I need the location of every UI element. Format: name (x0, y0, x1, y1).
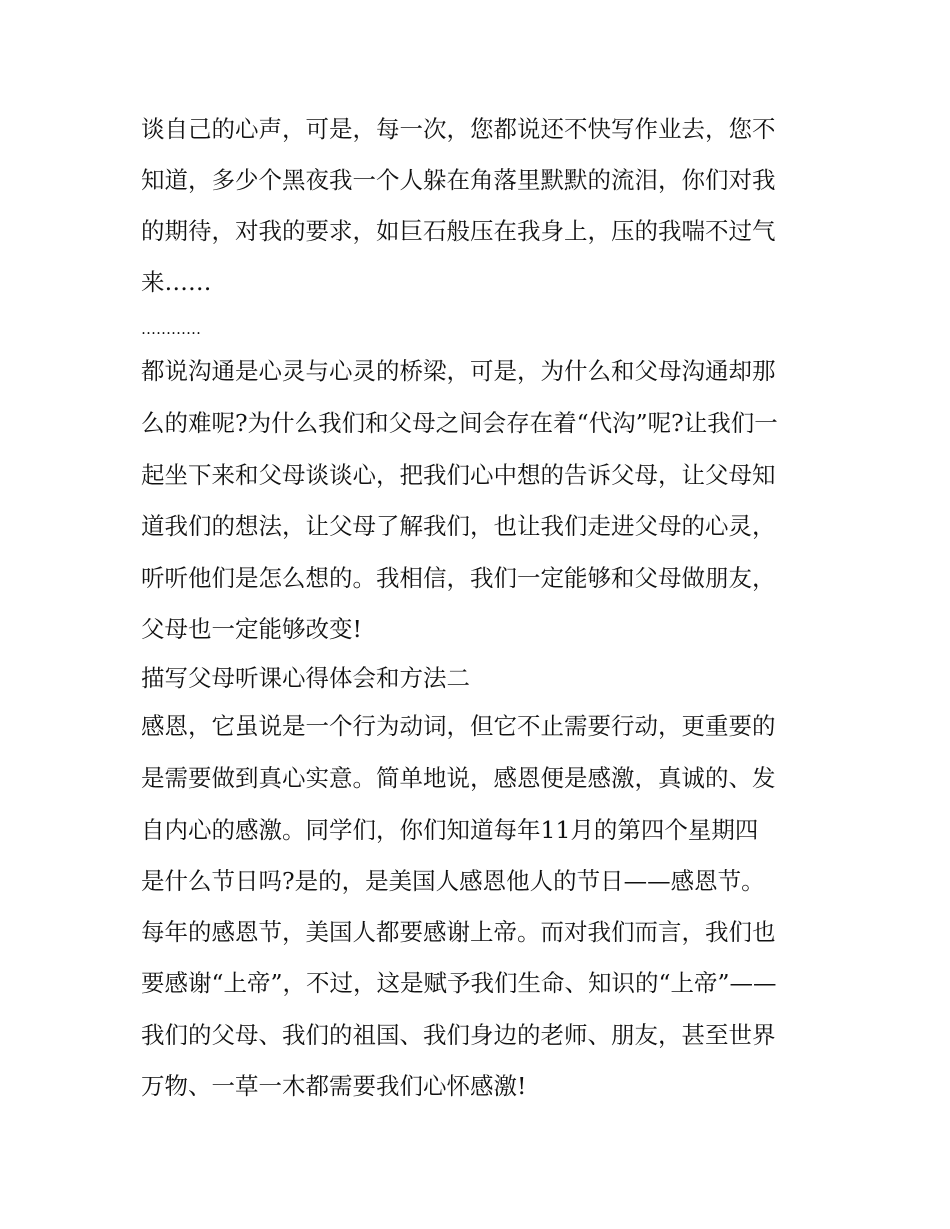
text-line: 是什么节日吗?是的，是美国人感恩他人的节日——感恩节。 (141, 867, 765, 895)
text-line: 是需要做到真心实意。简单地说，感恩便是感激，真诚的、发 (141, 764, 776, 792)
text-line: 万物、一草一木都需要我们心怀感激! (141, 1072, 527, 1100)
text-line: 父母也一定能够改变! (141, 615, 362, 643)
text-line: 知道，多少个黑夜我一个人躲在角落里默默的流泪，你们对我 (141, 166, 776, 194)
text-line: 要感谢“上帝”，不过，这是赋予我们生命、知识的“上帝”—— (141, 969, 777, 997)
text-line: 起坐下来和父母谈谈心，把我们心中想的告诉父母，让父母知 (141, 461, 776, 489)
text-line: 听听他们是怎么想的。我相信，我们一定能够和父母做朋友， (141, 564, 776, 592)
section-heading: 描写父母听课心得体会和方法二 (141, 664, 470, 692)
text-line: 谈自己的心声，可是，每一次，您都说还不快写作业去，您不 (141, 115, 776, 143)
text-line: 感恩，它虽说是一个行为动词，但它不止需要行动，更重要的 (141, 712, 776, 740)
text-line: 自内心的感激。同学们，你们知道每年11月的第四个星期四 (141, 816, 759, 844)
text-line: 么的难呢?为什么我们和父母之间会存在着“代沟”呢?让我们一 (141, 409, 778, 437)
text-line: 都说沟通是心灵与心灵的桥梁，可是，为什么和父母沟通却那 (141, 357, 776, 385)
text-line: 道我们的想法，让父母了解我们，也让我们走进父母的心灵， (141, 512, 776, 540)
text-line: 每年的感恩节，美国人都要感谢上帝。而对我们而言，我们也 (141, 918, 776, 946)
text-line: 我们的父母、我们的祖国、我们身边的老师、朋友，甚至世界 (141, 1021, 776, 1049)
text-line: 的期待，对我的要求，如巨石般压在我身上，压的我喘不过气 (141, 217, 776, 245)
text-line: 来…… (141, 268, 212, 296)
text-line-ellipsis: ………… (141, 320, 201, 338)
